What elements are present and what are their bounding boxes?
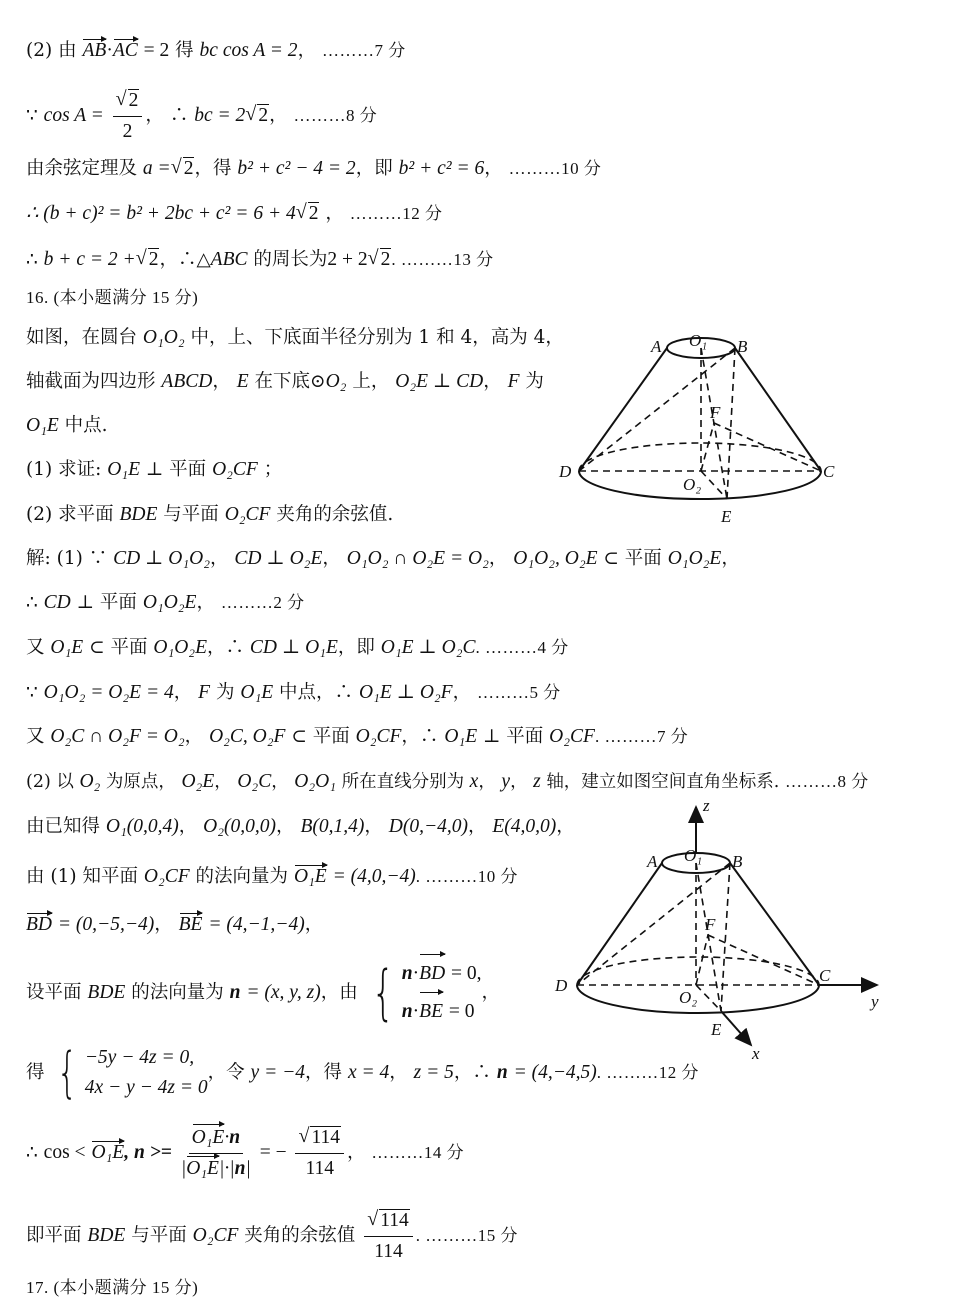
- label-O2: O₂: [683, 475, 702, 494]
- dot: ·: [224, 1127, 230, 1148]
- text: ∴: [26, 1142, 38, 1163]
- math: ∴ (b + c)² = b² + 2bc + c² = 6 + 4: [26, 203, 296, 224]
- math: O₂C, O₂F: [209, 726, 286, 747]
- label-B: B: [737, 337, 748, 356]
- fraction: [113, 88, 143, 144]
- label-A: A: [651, 337, 662, 356]
- vector-AB: AB: [82, 40, 107, 61]
- text: 设平面: [26, 982, 82, 1003]
- denominator: 114: [305, 1158, 335, 1179]
- math: x: [469, 771, 479, 792]
- label-O1: O₁: [689, 331, 708, 350]
- line-1: [26, 40, 406, 62]
- math: O₂: [325, 371, 347, 392]
- rows: [85, 1043, 208, 1103]
- dot: ·: [106, 40, 113, 61]
- q16-line-3: [26, 415, 108, 437]
- text: 得: [26, 1062, 45, 1083]
- text: ∴: [26, 249, 38, 270]
- text: 由已知得: [26, 816, 101, 837]
- text: 又: [26, 726, 45, 747]
- math-O2E: O₂E: [181, 771, 215, 792]
- text: ，: [196, 592, 215, 613]
- math: O₁O₂E: [153, 637, 207, 658]
- math: y = −4: [250, 1062, 306, 1083]
- text: ∴: [169, 105, 189, 126]
- line-4: ∴ (b + c)² = b² + 2bc + c² = 6 + 4√ 2 ， ………12 分: [26, 203, 443, 225]
- score: ………8 分: [293, 106, 378, 125]
- equation-system-1: [364, 955, 482, 1031]
- math: , n >=: [124, 1142, 172, 1163]
- text: 夹角的余弦值: [244, 1225, 356, 1246]
- text: ，: [483, 371, 502, 392]
- math: E: [236, 371, 249, 392]
- sqrt: [137, 249, 160, 271]
- text: ，: [271, 772, 289, 792]
- text: ，: [154, 914, 173, 935]
- radicand: 2: [380, 249, 391, 270]
- line-2: [26, 88, 377, 144]
- text: 如图，在圆台: [26, 327, 138, 348]
- math: O₂O₁: [294, 771, 337, 792]
- math: b² + c² − 4 = 2: [237, 158, 356, 179]
- math: BDE: [119, 504, 158, 525]
- vector-AC: AC: [112, 40, 138, 61]
- math: = 0,: [451, 963, 482, 984]
- text: 的法向量为: [131, 982, 224, 1003]
- text: ，: [556, 816, 575, 837]
- dot: ·: [412, 963, 420, 984]
- text: ，: [322, 548, 341, 569]
- radicand: 114: [311, 1127, 341, 1148]
- math: n: [401, 1001, 413, 1022]
- label-F: F: [710, 403, 721, 422]
- math: n: [229, 1127, 241, 1148]
- math: = (4,−4,5): [513, 1062, 597, 1083]
- q16-line-1: [26, 327, 564, 349]
- text: 与平面: [163, 504, 219, 525]
- math: O₁O₂E: [142, 592, 197, 613]
- text: ∵: [26, 682, 38, 703]
- text: ，: [145, 105, 164, 126]
- math: n: [229, 982, 241, 1003]
- math: O₂C: [237, 771, 272, 792]
- numerator: [189, 1125, 244, 1154]
- math: O₂: [79, 771, 101, 792]
- figure-frustum-2: [545, 795, 890, 1065]
- score: ………14 分: [371, 1143, 465, 1162]
- brace-glyph: {: [371, 958, 395, 1028]
- math: cos A =: [43, 105, 104, 126]
- row-2: [402, 993, 482, 1031]
- row-2: 4x − y − 4z = 0: [84, 1077, 208, 1098]
- math: = (x, y, z): [246, 982, 321, 1003]
- math: b + c = 2 +: [43, 249, 136, 270]
- equation-system-2: [50, 1043, 207, 1103]
- text: 16. (本小题满分 15 分): [26, 288, 199, 307]
- sol-line-3: [26, 637, 569, 659]
- denominator: |O₁E|·|n|: [180, 1158, 251, 1179]
- text: ，: [467, 816, 487, 837]
- line-5: [26, 249, 494, 271]
- brace-glyph: {: [57, 1041, 78, 1104]
- text: ⊂ 平面: [291, 726, 350, 747]
- text: 所在直线分别为: [341, 772, 465, 792]
- rows: [402, 955, 482, 1031]
- vector-BE: BE: [178, 914, 203, 935]
- fraction: [295, 1125, 344, 1181]
- math: O₂CF: [212, 459, 258, 480]
- text: ，: [452, 682, 472, 703]
- text: ，由: [320, 982, 358, 1003]
- score: . ………13 分: [391, 250, 494, 269]
- math: O₂CF: [143, 866, 190, 887]
- math: ABC: [210, 249, 248, 270]
- text: 上，: [352, 371, 390, 392]
- text: 又: [26, 637, 45, 658]
- math: O₂CF: [355, 726, 402, 747]
- math: D(0,−4,0): [388, 816, 468, 837]
- sol-line-7: [26, 816, 575, 838]
- radicand: 2: [308, 203, 319, 224]
- math: O₁E ⊥ O₂C: [380, 637, 476, 658]
- text: ，: [212, 371, 231, 392]
- vector-O1E: O₁E: [91, 1142, 125, 1163]
- text: ，: [304, 914, 324, 935]
- score: ………8 分: [784, 772, 869, 791]
- text: ，: [297, 40, 317, 61]
- text: ，: [488, 548, 508, 569]
- text: ，令: [207, 1062, 245, 1083]
- question-16-header: [26, 287, 198, 309]
- vector-O1E: O₁E: [192, 1125, 225, 1151]
- math: O₁E: [107, 459, 140, 480]
- text: 解: (1) ∵: [26, 548, 108, 569]
- math: = (0,−5,−4): [57, 914, 155, 935]
- math: a =: [142, 158, 171, 179]
- vector-BD: BD: [26, 914, 52, 935]
- q16-part-1: [26, 459, 282, 481]
- q16-line-2: [26, 371, 544, 393]
- text: 17. (本小题满分 15 分): [26, 1278, 199, 1297]
- score: . ………15 分: [415, 1226, 518, 1245]
- text: ，∴: [453, 1062, 491, 1083]
- text: ，: [178, 816, 198, 837]
- question-17-header: [26, 1277, 198, 1299]
- math: n: [496, 1062, 508, 1083]
- text: ，: [510, 772, 528, 792]
- sol-line-1: [26, 548, 740, 570]
- radicand: 2: [128, 90, 139, 111]
- math: F: [198, 682, 211, 703]
- label-C: C: [819, 966, 831, 985]
- math: ABCD: [161, 371, 213, 392]
- math: O₁O₂, O₂E: [513, 548, 598, 569]
- label-A: A: [647, 852, 658, 871]
- math: z: [533, 771, 541, 792]
- label-E: E: [711, 1020, 722, 1039]
- sol-line-2: [26, 592, 305, 614]
- math: = −: [259, 1142, 287, 1163]
- text: 与平面: [131, 1225, 187, 1246]
- label-F: F: [705, 915, 716, 934]
- text: ∴: [26, 592, 38, 613]
- math: O₂CF: [224, 504, 271, 525]
- score: . ………7 分: [594, 727, 689, 746]
- row-1: [402, 955, 482, 993]
- math: O₁E: [240, 682, 274, 703]
- text: 在下底⊙: [254, 371, 326, 392]
- sol-line-4: [26, 682, 561, 704]
- math: cos <: [43, 1142, 86, 1163]
- math: O₁E: [26, 415, 59, 436]
- text: 轴，建立如图空间直角坐标系.: [546, 772, 780, 792]
- math: bc cos A = 2: [199, 40, 298, 61]
- text: 即平面: [26, 1225, 82, 1246]
- sqrt: [297, 203, 320, 225]
- sol-line-12: [26, 1125, 464, 1181]
- label-C: C: [823, 462, 835, 481]
- math: CD ⊥ O₁E: [249, 637, 338, 658]
- fraction: [364, 1208, 413, 1264]
- label-O1: O₁: [684, 846, 703, 865]
- text: ，∴△: [159, 249, 211, 270]
- math: E(4,0,0): [492, 816, 557, 837]
- text: (2) 以: [26, 772, 74, 792]
- text: 中，上、下底面半径分别为 1 和 4，高为 4，: [190, 327, 564, 348]
- math: z = 5: [413, 1062, 454, 1083]
- text: ，: [721, 548, 740, 569]
- math: y: [501, 771, 511, 792]
- text: 中点.: [64, 415, 108, 436]
- score: ………10 分: [508, 159, 602, 178]
- text: ，: [347, 1142, 366, 1163]
- radicand: 2: [183, 158, 194, 179]
- fraction: [181, 1125, 251, 1181]
- score: . ………10 分: [415, 867, 519, 886]
- vector-O1E: O₁E: [293, 866, 327, 887]
- vector-BE: BE: [419, 993, 443, 1031]
- dot: ·: [412, 1001, 420, 1022]
- text: ，: [276, 816, 295, 837]
- math: O₁O₂ ∩ O₂E = O₂: [346, 548, 489, 569]
- radicand: 2: [148, 249, 159, 270]
- score: ………7 分: [321, 41, 406, 60]
- text: ，: [478, 772, 496, 792]
- text: 中点，∴: [279, 682, 354, 703]
- math: O₁O₂ = O₂E = 4: [43, 682, 174, 703]
- score: . ………12 分: [596, 1063, 700, 1082]
- math: 2 + 2: [327, 249, 368, 270]
- q16-part-2: [26, 504, 393, 526]
- text: ⊥ 平面: [76, 592, 137, 613]
- text: ，: [184, 726, 204, 747]
- sol-line-6: [26, 771, 869, 793]
- score: ………12 分: [349, 204, 443, 223]
- text: ⊂ 平面: [89, 637, 148, 658]
- math: = 2: [143, 40, 170, 61]
- math: O₁E ⊥ O₂F: [358, 682, 453, 703]
- radicand: 2: [258, 105, 269, 126]
- frustum-diagram: [555, 330, 845, 530]
- text: ⊂ 平面: [603, 548, 662, 569]
- text: ，: [481, 982, 501, 1003]
- label-E: E: [721, 507, 732, 526]
- math: = 0: [448, 1001, 475, 1022]
- text: 为: [215, 682, 235, 703]
- vector-BD: BD: [419, 955, 445, 993]
- math: O₁(0,0,4): [105, 816, 179, 837]
- sol-line-5: [26, 726, 688, 748]
- text: (1) 求证:: [26, 459, 102, 480]
- math: CD: [43, 592, 71, 613]
- label-z: z: [703, 796, 710, 815]
- text: ⊥ 平面: [145, 459, 207, 480]
- math: O₂C ∩ O₂F = O₂: [50, 726, 185, 747]
- math: CD ⊥ O₂E: [234, 548, 323, 569]
- denominator: 114: [374, 1241, 403, 1262]
- math: O₂CF: [192, 1225, 239, 1246]
- text: 轴截面为四边形: [26, 371, 156, 392]
- text: (2) 由: [26, 40, 77, 61]
- text: ，∴: [401, 726, 439, 747]
- label-D: D: [555, 976, 568, 995]
- label-B: B: [732, 852, 743, 871]
- sol-line-13: [26, 1208, 518, 1264]
- math: O₁O₂E: [667, 548, 722, 569]
- math: b² + c² = 6: [398, 158, 485, 179]
- text: 得: [175, 40, 194, 61]
- text: ，: [173, 682, 193, 703]
- text: ，: [364, 816, 383, 837]
- math: O₂CF: [549, 726, 595, 747]
- text: 的周长为: [253, 249, 328, 270]
- text: (2) 求平面: [26, 504, 114, 525]
- sqrt: [246, 105, 269, 127]
- math: x = 4: [347, 1062, 390, 1083]
- sol-line-10: [26, 955, 500, 1031]
- text-wrap: [26, 982, 358, 1004]
- sol-line-9: [26, 914, 323, 936]
- frustum-coordinate-diagram: [545, 795, 890, 1065]
- text: ，即: [337, 637, 375, 658]
- label-x: x: [752, 1044, 760, 1063]
- math: BDE: [87, 1225, 126, 1246]
- score: ………2 分: [220, 593, 305, 612]
- sqrt: [172, 158, 195, 180]
- math: BDE: [87, 982, 126, 1003]
- math: O₂E ⊥ CD: [395, 371, 484, 392]
- math: O₁E: [444, 726, 478, 747]
- text: ⊥ 平面: [483, 726, 544, 747]
- text: ，得: [305, 1062, 343, 1083]
- radicand: 114: [380, 1210, 409, 1231]
- text: ∵: [26, 105, 38, 126]
- text: ，: [214, 772, 232, 792]
- text: ，: [484, 158, 503, 179]
- text: ；: [263, 459, 283, 480]
- vector-O1E: O₁E: [186, 1158, 219, 1179]
- text: ，即: [355, 158, 393, 179]
- math: CD ⊥ O₁O₂: [113, 548, 210, 569]
- math: O₂(0,0,0): [203, 816, 277, 837]
- score: ………5 分: [477, 683, 561, 702]
- row-1: −5y − 4z = 0,: [84, 1047, 195, 1068]
- figure-frustum-1: [555, 330, 845, 530]
- score: . ………4 分: [475, 638, 569, 657]
- math: B(0,1,4): [300, 816, 365, 837]
- math: bc = 2: [194, 105, 246, 126]
- math: O₁E: [50, 637, 84, 658]
- text: ，: [210, 548, 229, 569]
- math: = (4,0,−4): [332, 866, 416, 887]
- label-D: D: [559, 462, 572, 481]
- text: 为: [525, 371, 544, 392]
- text: 由 (1) 知平面: [26, 866, 138, 887]
- label-O2: O₂: [679, 988, 698, 1007]
- sqrt: [369, 249, 392, 271]
- math: n: [234, 1158, 246, 1179]
- text: 为原点，: [105, 772, 176, 792]
- text: ，得: [194, 158, 232, 179]
- denominator: 2: [122, 121, 133, 142]
- line-3: [26, 158, 601, 180]
- text: ，: [389, 1062, 408, 1083]
- math: O₁O₂: [142, 327, 185, 348]
- text: 的法向量为: [195, 866, 289, 887]
- math: = (4,−1,−4): [208, 914, 305, 935]
- sol-line-8: [26, 866, 518, 888]
- text: ，: [269, 105, 288, 126]
- text: 夹角的余弦值.: [276, 504, 394, 525]
- text: ，∴: [207, 637, 245, 658]
- dot: ·: [224, 1158, 230, 1179]
- text: 由余弦定理及: [26, 158, 138, 179]
- label-y: y: [871, 992, 879, 1011]
- math: F: [507, 371, 520, 392]
- math: n: [401, 963, 413, 984]
